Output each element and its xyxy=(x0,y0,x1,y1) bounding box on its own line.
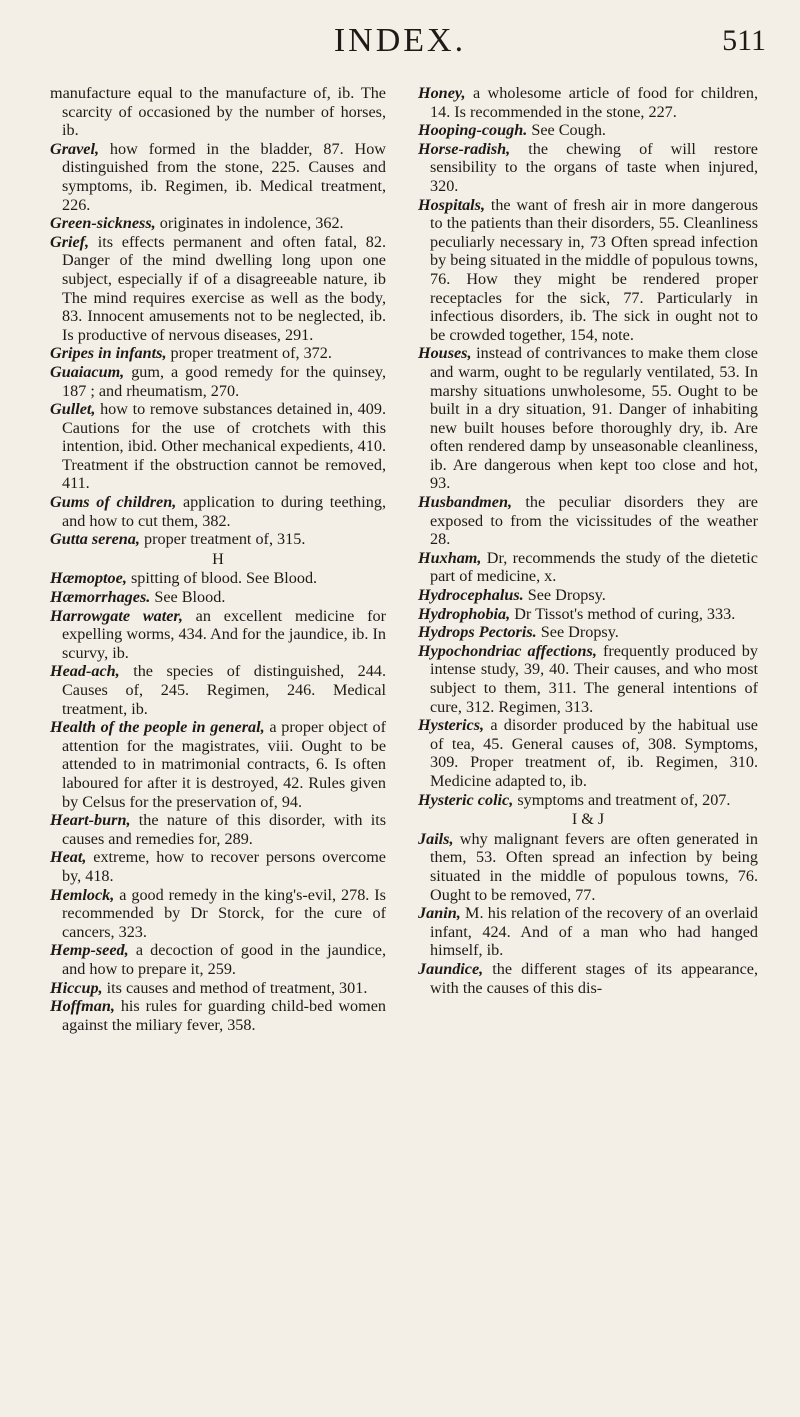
index-entry xyxy=(50,607,386,663)
entry-heading: Head-ach, xyxy=(50,662,120,681)
entry-heading: Hydrops Pectoris. xyxy=(418,623,537,642)
entry-text: how to remove substances detained in, 409. Cautions for the use of crotchets with this intention, ibid. Other mechanical expedients, 410. Treatment if the obstruction cannot be removed, 411. xyxy=(62,400,386,493)
index-entry xyxy=(418,716,758,790)
entry-heading: Gravel, xyxy=(50,139,99,158)
entry-text: a wholesome article of food for children, 14. Is recommended in the stone, 227. xyxy=(430,84,758,121)
index-entry xyxy=(50,569,386,588)
entry-heading: Jails, xyxy=(418,829,454,848)
entry-text: symptoms and treatment of, 207. xyxy=(513,790,731,809)
entry-text: how formed in the bladder, 87. How distinguished from the stone, 225. Causes and symptoms, ib. Regimen, ib. Medical treatment, 226. xyxy=(62,139,386,214)
entry-heading: Gripes in infants, xyxy=(50,344,167,363)
entry-heading: Hooping-cough. xyxy=(418,121,528,140)
index-entry xyxy=(418,549,758,586)
entry-text: application to during teething, and how to cut them, 382. xyxy=(62,493,386,530)
entry-text: his rules for guarding child-bed women against the miliary fever, 358. xyxy=(62,997,386,1034)
entry-text: the different stages of its appearance, with the causes of this dis- xyxy=(430,959,758,997)
index-entry xyxy=(418,904,758,960)
entry-text: Dr Tissot's method of curing, 333. xyxy=(510,604,736,623)
entry-text: the species of distinguished, 244. Causes of, 245. Regimen, 246. Medical treatment, ib. xyxy=(62,662,386,718)
index-entry xyxy=(418,623,758,642)
entry-text: gum, a good remedy for the quinsey, 187 ; and rheumatism, 270. xyxy=(62,362,386,400)
entry-text: why malignant fevers are often generated in them, 53. Often spread an infection by being situated in the middle of populous towns, 76. Ought to be removed, 77. xyxy=(430,829,758,904)
index-entry xyxy=(50,588,386,607)
index-entry xyxy=(418,642,758,716)
entry-text: a disorder produced by the habitual use of tea, 45. General causes of, 308. Symptoms, 309. Proper treatment of, ib. Regimen, 310. Medicine adapted to, ib. xyxy=(430,716,758,790)
entry-heading: Heat, xyxy=(50,848,87,867)
entry-text: the nature of this disorder, with its causes and remedies for, 289. xyxy=(62,811,386,848)
index-entry xyxy=(50,718,386,811)
entry-heading: Hemp-seed, xyxy=(50,941,129,960)
entry-text: an excellent medicine for expelling worms, 434. And for the jaundice, ib. In scurvy, ib. xyxy=(62,606,386,662)
entry-heading: Health of the people in general, xyxy=(50,718,265,737)
entry-text: See Dropsy. xyxy=(536,623,619,642)
entry-heading: Harrowgate water, xyxy=(50,606,183,625)
entry-text: proper treatment of, 372. xyxy=(166,344,332,363)
entry-heading: Honey, xyxy=(418,84,466,102)
entry-text: its causes and method of treatment, 301. xyxy=(102,978,368,997)
entry-heading: Gullet, xyxy=(50,400,96,419)
index-entry xyxy=(50,233,386,345)
index-column-left xyxy=(50,84,386,1034)
entry-heading: Huxham, xyxy=(418,548,482,567)
section-letter: H xyxy=(212,549,224,568)
index-entry xyxy=(418,586,758,605)
entry-text: proper treatment of, 315. xyxy=(139,530,306,549)
entry-text: Dr, recommends the study of the dietetic part of medicine, x. xyxy=(430,548,758,586)
entry-text: a proper object of attention for the magistrates, viii. Ought to be attended to in matrimonial contracts, 6. Is often laboured for after it is destroyed, 42. Rules given by Celsus for the preservation of, 94. xyxy=(62,718,387,811)
index-entry xyxy=(418,830,758,904)
entry-heading: Hæmorrhages. xyxy=(50,588,151,607)
entry-heading: Gums of children, xyxy=(50,493,177,512)
index-entry xyxy=(418,605,758,624)
index-entry xyxy=(50,84,386,140)
entry-text: See Cough. xyxy=(527,121,606,140)
entry-text: a decoction of good in the jaundice, and how to prepare it, 259. xyxy=(62,941,386,978)
entry-text: originates in indolence, 362. xyxy=(155,214,344,233)
entry-heading: Hemlock, xyxy=(50,885,115,904)
entry-heading: Hoffman, xyxy=(50,997,115,1016)
entry-text: extreme, how to recover persons overcome by, 418. xyxy=(62,848,386,885)
index-entry xyxy=(50,363,386,400)
entry-text: M. his relation of the recovery of an overlaid infant, 424. And of a man who had hanged himself, ib. xyxy=(430,904,758,960)
index-entry xyxy=(418,196,758,345)
entry-heading: Hospitals, xyxy=(418,195,486,214)
index-entry xyxy=(50,400,386,493)
entry-text: the chewing of will restore sensibility to the organs of taste when injured, 320. xyxy=(430,139,758,195)
entry-text: a good remedy in the king's-evil, 278. Is recommended by Dr Storck, for the cure of cancers, 323. xyxy=(62,885,386,941)
entry-heading: Jaundice, xyxy=(418,959,484,978)
index-entry xyxy=(418,344,758,493)
entry-text: See Blood. xyxy=(150,588,226,607)
entry-heading: Horse-radish, xyxy=(418,139,511,158)
index-entry xyxy=(50,811,386,848)
entry-heading: Janin, xyxy=(418,904,461,923)
entry-text: instead of contrivances to make them close and warm, ought to be regularly ventilated, 53. In marshy situations unwholesome, 55. Ought to be built in a dry situation, 91. Danger of inhabiting new built houses before thoroughly dry, ib. Are often rendered damp by unseasonable cleanliness, ib. Are dangerous when kept too close and hot, 93. xyxy=(430,344,758,493)
page-header xyxy=(0,18,800,68)
entry-heading: Hysteric colic, xyxy=(418,790,514,809)
index-entry xyxy=(418,493,758,549)
index-entry xyxy=(50,662,386,718)
index-entry xyxy=(50,140,386,214)
entry-heading: Grief, xyxy=(50,232,90,251)
entry-heading: Gutta serena, xyxy=(50,530,140,549)
entry-heading: Heart-burn, xyxy=(50,811,131,830)
entry-heading: Houses, xyxy=(418,344,472,363)
entry-heading: Guaiacum, xyxy=(50,362,125,381)
index-entry xyxy=(50,848,386,885)
index-column-right xyxy=(418,84,758,997)
entry-text: manufacture equal to the manufacture of, ib. The scarcity of occasioned by the number of horses, ib. xyxy=(50,84,386,140)
entry-heading: Hæmoptoe, xyxy=(50,569,127,588)
entry-text: frequently produced by intense study, 39, 40. Their causes, and who most subject to them, 311. The general intentions of cure, 312. Regimen, 313. xyxy=(430,641,758,716)
index-entry xyxy=(50,941,386,978)
index-entry xyxy=(50,530,386,549)
entry-heading: Hydrocephalus. xyxy=(418,586,524,605)
entry-text: See Dropsy. xyxy=(523,586,606,605)
page-title: INDEX. xyxy=(333,22,467,59)
entry-heading: Hypochondriac affections, xyxy=(418,641,597,660)
entry-text: its effects permanent and often fatal, 82. Danger of the mind dwelling long upon one subject, especially if of a disagreeable nature, ib The mind requires exercise as well as the body, 83. Innocent amusements not to be neglected, ib. Is productive of nervous diseases, 291. xyxy=(62,232,386,344)
entry-heading: Hiccup, xyxy=(50,978,103,997)
entry-heading: Husbandmen, xyxy=(418,493,513,512)
entry-heading: Hydrophobia, xyxy=(418,604,511,623)
entry-heading: Green-sickness, xyxy=(50,214,156,233)
entry-text: spitting of blood. See Blood. xyxy=(126,569,318,588)
entry-heading: Hysterics, xyxy=(418,716,485,735)
index-entry xyxy=(418,121,758,140)
index-entry xyxy=(50,886,386,942)
index-entry xyxy=(418,140,758,196)
index-entry xyxy=(418,791,758,810)
entry-text: the peculiar disorders they are exposed to from the vicissitudes of the weather 28. xyxy=(430,493,758,549)
index-entry xyxy=(418,84,758,121)
index-entry xyxy=(50,997,386,1034)
index-entry xyxy=(50,214,386,233)
page-number: 511 xyxy=(722,24,766,57)
index-entry xyxy=(50,344,386,363)
index-entry xyxy=(50,493,386,530)
section-letter: I & J xyxy=(571,810,605,829)
entry-text: the want of fresh air in more dangerous to the patients than their disorders, 55. Cleanliness peculiarly necessary in, 73 Often spread infection by being situated in the middle of populous towns, 76. How they might be rendered proper receptacles for the sick, 77. Particularly in infectious disorders, ib. The sick in ought not to be crowded together, 154, note. xyxy=(430,195,758,344)
index-entry xyxy=(418,960,758,997)
index-entry xyxy=(50,979,386,998)
